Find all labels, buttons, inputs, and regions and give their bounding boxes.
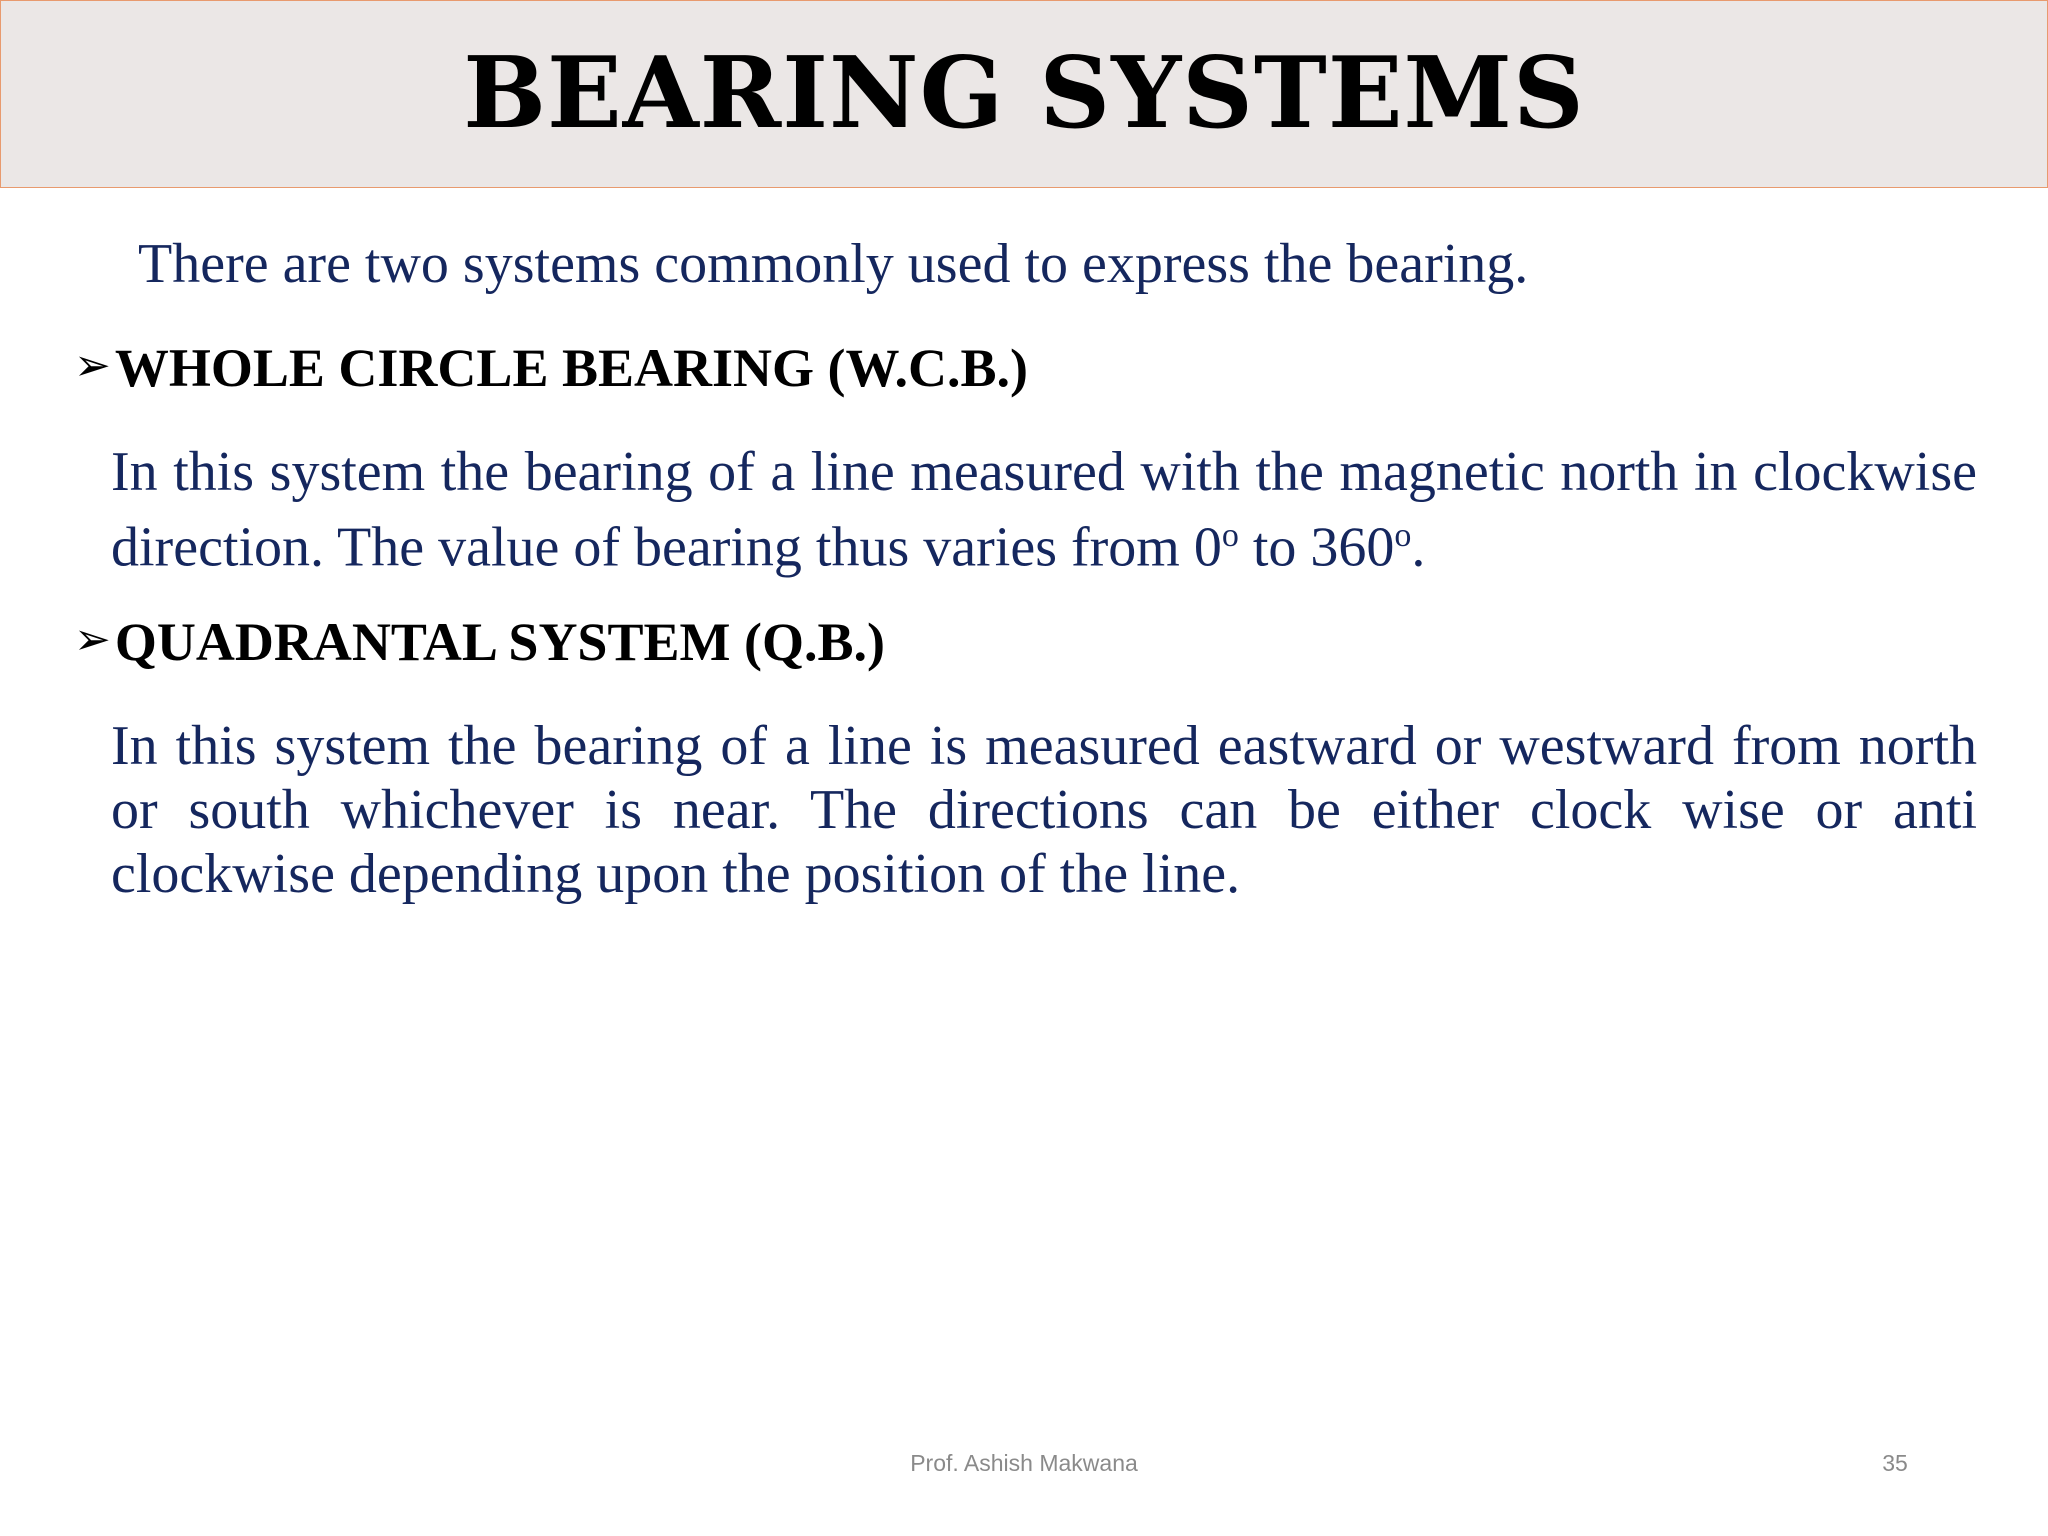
degree-mark: o — [1394, 517, 1412, 554]
section-heading-wcb-label: WHOLE CIRCLE BEARING (W.C.B.) — [114, 338, 1029, 398]
arrow-bullet-icon: ➢ — [74, 614, 111, 665]
section-heading-qb — [74, 608, 1974, 676]
arrow-bullet-icon: ➢ — [74, 340, 111, 391]
section-body-qb: In this system the bearing of a line is measured eastward or westward from north or south whichever is near. The directions can be either clock wise or anti clockwise depending upon the position of the line. — [111, 715, 1977, 905]
degree-mark: o — [1221, 517, 1239, 554]
intro-text: There are two systems commonly used to express the bearing. — [138, 233, 1529, 295]
section-body-wcb-mid: to 360 — [1238, 516, 1395, 579]
section-body-wcb-end: . — [1411, 516, 1426, 579]
slide-title: BEARING SYSTEMS — [463, 36, 1585, 151]
page-number: 35 — [1882, 1450, 1908, 1476]
footer-author: Prof. Ashish Makwana — [910, 1450, 1138, 1476]
section-heading-qb-label: QUADRANTAL SYSTEM (Q.B.) — [114, 612, 885, 672]
section-body-wcb-text: In this system the bearing of a line measured with the magnetic north in clockwise direction. The value of bearing thus varies from 0 — [111, 441, 1977, 579]
section-body-wcb — [111, 440, 1977, 580]
section-heading-wcb — [74, 334, 1974, 402]
